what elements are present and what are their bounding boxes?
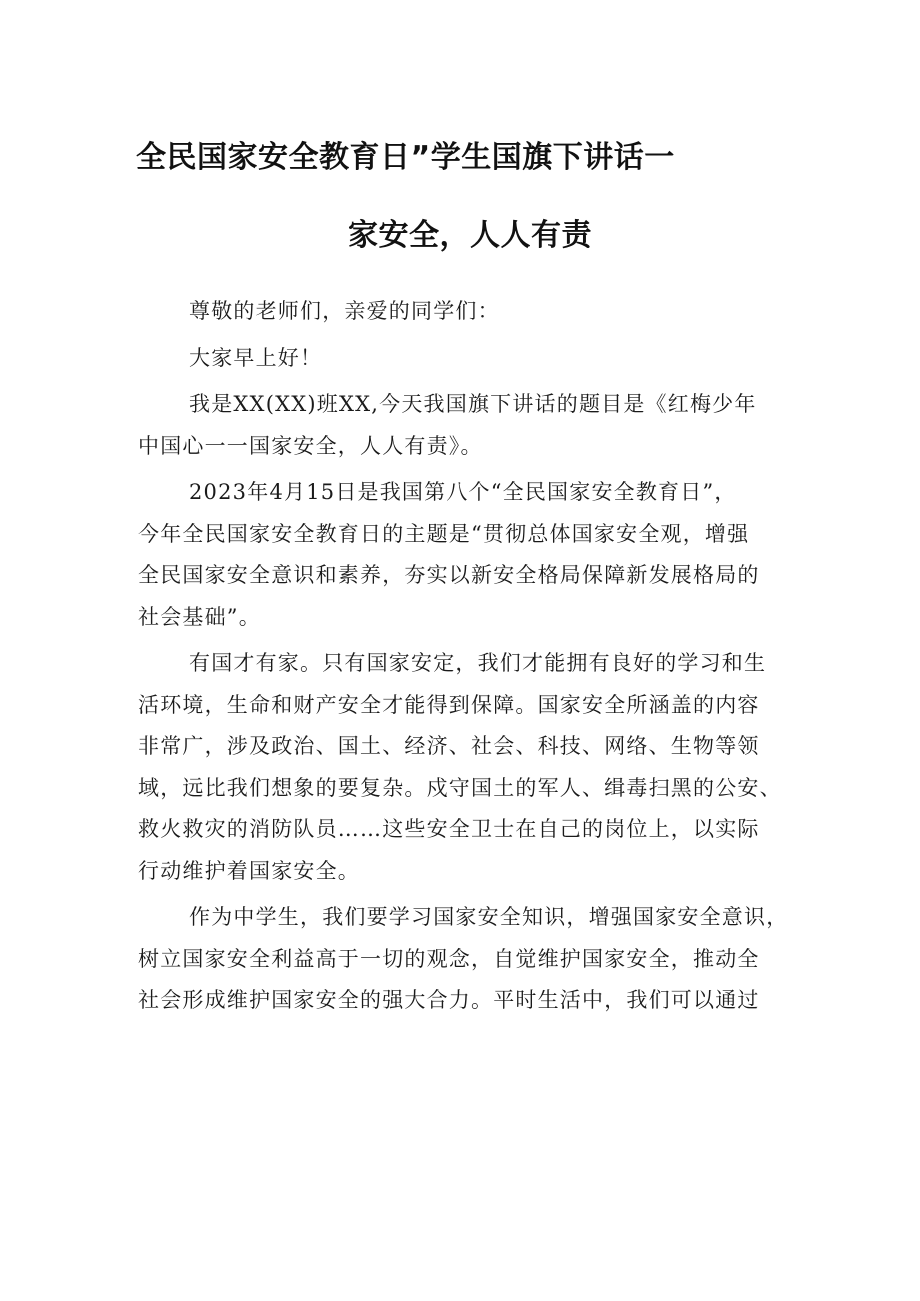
paragraph-greeting [138,291,798,333]
paragraph-line: 非常广，涉及政治、国土、经济、社会、科技、网络、生物等领 [138,734,760,758]
document-body [138,291,798,1027]
paragraph-line: 域，远比我们想象的要复杂。戍守国土的军人、缉毒扫黑的公安、 [138,775,782,800]
paragraph-line: 有国才有家。只有国家安定，我们才能拥有良好的学习和生 [189,651,767,675]
paragraph-line: 社会形成维护国家安全的强大合力。平时生活中，我们可以通过 [138,988,760,1012]
paragraph-line: 作为中学生，我们要学习国家安全知识，增强国家安全意识， [189,905,789,929]
paragraph-line: 中国心一一国家安全，人人有责》。 [138,433,483,458]
paragraph-middle-school-students [138,897,798,1022]
paragraph-line: 大家早上好！ [189,345,323,370]
paragraph-line: 活环境，生命和财产安全才能得到保障。国家安全所涵盖的内容 [138,692,760,717]
paragraph-line: 今年全民国家安全教育日的主题是“贯彻总体国家安全观，增强 [138,521,750,546]
paragraph-theme [138,472,798,638]
document-title-line-2: 家安全，人人有责 [348,218,592,253]
paragraph-line: 尊敬的老师们，亲爱的同学们： [189,299,500,323]
paragraph-line: 树立国家安全利益高于一切的观念，自觉维护国家安全，推动全 [138,946,760,971]
paragraph-introduction [138,384,798,467]
paragraph-line: 行动维护着国家安全。 [138,858,360,883]
paragraph-line: 2023年4月15日是我国第八个“全民国家安全教育日”， [189,480,737,504]
paragraph-line: 救火救灾的消防队员……这些安全卫士在自己的岗位上，以实际 [138,817,760,841]
paragraph-country-and-home [138,643,798,892]
paragraph-line: 全民国家安全意识和素养，夯实以新安全格局保障新发展格局的 [138,563,760,587]
paragraph-line: 我是XX(XX)班XX,今天我国旗下讲话的题目是《红梅少年 [189,392,757,416]
document-title-line-1: 全民国家安全教育日”学生国旗下讲话一 [136,140,675,175]
paragraph-line: 社会基础”。 [138,604,261,629]
paragraph-good-morning [138,338,798,380]
